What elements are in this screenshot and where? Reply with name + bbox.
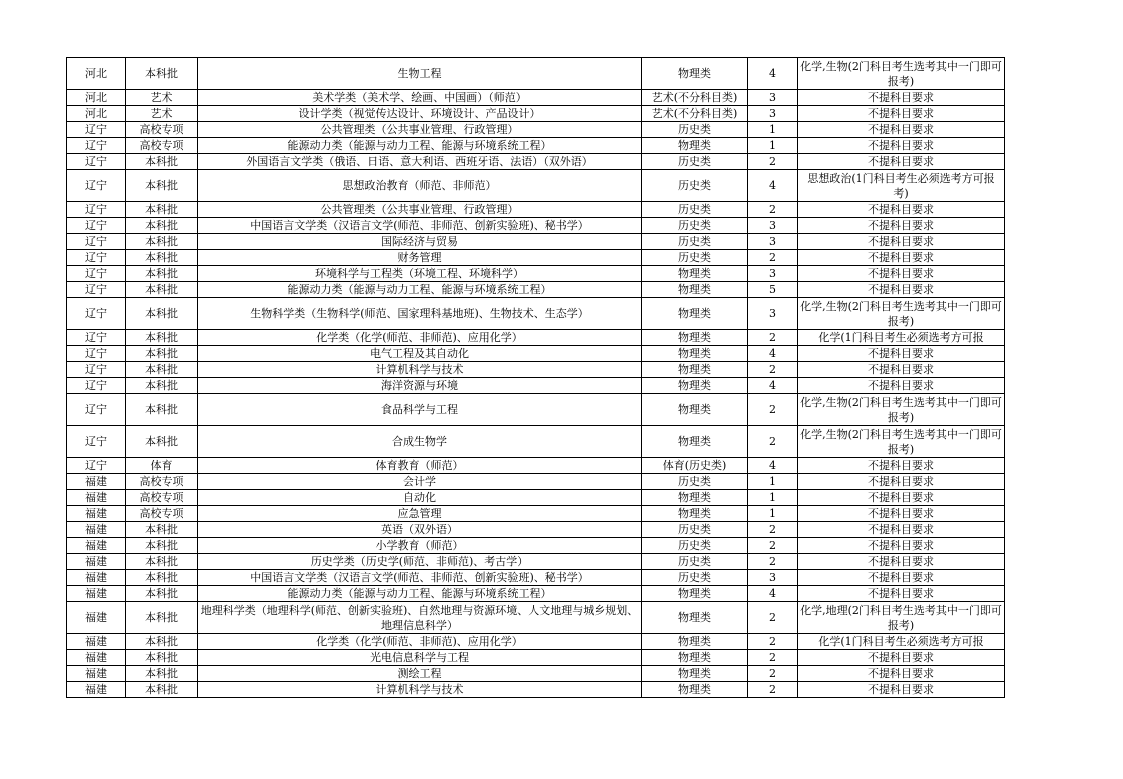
- batch-cell: 本科批: [126, 58, 198, 90]
- category-cell: 物理类: [642, 634, 748, 650]
- province-cell: 辽宁: [67, 138, 126, 154]
- province-cell: 河北: [67, 90, 126, 106]
- province-cell: 福建: [67, 554, 126, 570]
- count-cell: 3: [748, 218, 798, 234]
- table-row: [67, 650, 1005, 666]
- category-cell: 物理类: [642, 138, 748, 154]
- table-row: [67, 458, 1005, 474]
- batch-cell: 本科批: [126, 250, 198, 266]
- major-cell: 化学类（化学(师范、非师范)、应用化学）: [198, 634, 642, 650]
- subject-requirement-cell: 不提科目要求: [798, 506, 1005, 522]
- major-cell: 地理科学类（地理科学(师范、创新实验班)、自然地理与资源环境、人文地理与城乡规划、地理信息科学）: [198, 602, 642, 634]
- major-cell: 公共管理类（公共事业管理、行政管理）: [198, 122, 642, 138]
- major-cell: 光电信息科学与工程: [198, 650, 642, 666]
- table-row: [67, 202, 1005, 218]
- province-cell: 福建: [67, 538, 126, 554]
- batch-cell: 本科批: [126, 378, 198, 394]
- major-cell: 体育教育（师范）: [198, 458, 642, 474]
- batch-cell: 本科批: [126, 330, 198, 346]
- major-cell: 中国语言文学类（汉语言文学(师范、非师范、创新实验班)、秘书学）: [198, 570, 642, 586]
- subject-requirement-cell: 不提科目要求: [798, 666, 1005, 682]
- count-cell: 3: [748, 106, 798, 122]
- table-row: [67, 602, 1005, 634]
- table-row: [67, 298, 1005, 330]
- count-cell: 4: [748, 458, 798, 474]
- count-cell: 4: [748, 346, 798, 362]
- category-cell: 历史类: [642, 522, 748, 538]
- subject-requirement-cell: 不提科目要求: [798, 250, 1005, 266]
- batch-cell: 本科批: [126, 234, 198, 250]
- batch-cell: 本科批: [126, 394, 198, 426]
- province-cell: 辽宁: [67, 282, 126, 298]
- table-row: [67, 346, 1005, 362]
- category-cell: 物理类: [642, 602, 748, 634]
- category-cell: 物理类: [642, 586, 748, 602]
- batch-cell: 本科批: [126, 682, 198, 698]
- province-cell: 辽宁: [67, 250, 126, 266]
- province-cell: 辽宁: [67, 266, 126, 282]
- province-cell: 辽宁: [67, 154, 126, 170]
- category-cell: 物理类: [642, 266, 748, 282]
- batch-cell: 本科批: [126, 650, 198, 666]
- batch-cell: 体育: [126, 458, 198, 474]
- table-row: [67, 426, 1005, 458]
- major-cell: 公共管理类（公共事业管理、行政管理）: [198, 202, 642, 218]
- batch-cell: 高校专项: [126, 474, 198, 490]
- province-cell: 福建: [67, 490, 126, 506]
- table-row: [67, 570, 1005, 586]
- province-cell: 辽宁: [67, 378, 126, 394]
- subject-requirement-cell: 思想政治(1门科目考生必须选考方可报考): [798, 170, 1005, 202]
- province-cell: 福建: [67, 506, 126, 522]
- category-cell: 历史类: [642, 234, 748, 250]
- province-cell: 辽宁: [67, 122, 126, 138]
- count-cell: 2: [748, 250, 798, 266]
- batch-cell: 本科批: [126, 586, 198, 602]
- major-cell: 应急管理: [198, 506, 642, 522]
- major-cell: 能源动力类（能源与动力工程、能源与环境系统工程）: [198, 282, 642, 298]
- subject-requirement-cell: 化学(1门科目考生必须选考方可报: [798, 634, 1005, 650]
- table-row: [67, 474, 1005, 490]
- count-cell: 1: [748, 474, 798, 490]
- table-row: [67, 506, 1005, 522]
- major-cell: 外国语言文学类（俄语、日语、意大利语、西班牙语、法语）（双外语）: [198, 154, 642, 170]
- table-row: [67, 378, 1005, 394]
- category-cell: 物理类: [642, 506, 748, 522]
- subject-requirement-cell: 化学,生物(2门科目考生选考其中一门即可报考): [798, 426, 1005, 458]
- count-cell: 2: [748, 538, 798, 554]
- subject-requirement-cell: 不提科目要求: [798, 138, 1005, 154]
- category-cell: 物理类: [642, 362, 748, 378]
- category-cell: 物理类: [642, 282, 748, 298]
- table-row: [67, 522, 1005, 538]
- category-cell: 历史类: [642, 474, 748, 490]
- subject-requirement-cell: 不提科目要求: [798, 106, 1005, 122]
- count-cell: 3: [748, 570, 798, 586]
- category-cell: 物理类: [642, 394, 748, 426]
- subject-requirement-cell: 化学(1门科目考生必须选考方可报: [798, 330, 1005, 346]
- table-row: [67, 154, 1005, 170]
- province-cell: 福建: [67, 650, 126, 666]
- province-cell: 辽宁: [67, 330, 126, 346]
- subject-requirement-cell: 不提科目要求: [798, 586, 1005, 602]
- category-cell: 物理类: [642, 490, 748, 506]
- subject-requirement-cell: 不提科目要求: [798, 570, 1005, 586]
- major-cell: 国际经济与贸易: [198, 234, 642, 250]
- category-cell: 历史类: [642, 202, 748, 218]
- count-cell: 2: [748, 362, 798, 378]
- subject-requirement-cell: 不提科目要求: [798, 266, 1005, 282]
- count-cell: 3: [748, 266, 798, 282]
- province-cell: 福建: [67, 682, 126, 698]
- count-cell: 1: [748, 506, 798, 522]
- major-cell: 环境科学与工程类（环境工程、环境科学）: [198, 266, 642, 282]
- category-cell: 物理类: [642, 58, 748, 90]
- batch-cell: 艺术: [126, 106, 198, 122]
- province-cell: 辽宁: [67, 426, 126, 458]
- count-cell: 2: [748, 154, 798, 170]
- subject-requirement-cell: 不提科目要求: [798, 458, 1005, 474]
- subject-requirement-cell: 不提科目要求: [798, 522, 1005, 538]
- major-cell: 海洋资源与环境: [198, 378, 642, 394]
- category-cell: 物理类: [642, 298, 748, 330]
- count-cell: 1: [748, 490, 798, 506]
- major-cell: 化学类（化学(师范、非师范)、应用化学）: [198, 330, 642, 346]
- subject-requirement-cell: 不提科目要求: [798, 362, 1005, 378]
- category-cell: 物理类: [642, 330, 748, 346]
- subject-requirement-cell: 不提科目要求: [798, 234, 1005, 250]
- count-cell: 2: [748, 330, 798, 346]
- major-cell: 生物工程: [198, 58, 642, 90]
- table-row: [67, 266, 1005, 282]
- subject-requirement-cell: 不提科目要求: [798, 378, 1005, 394]
- count-cell: 2: [748, 682, 798, 698]
- province-cell: 福建: [67, 474, 126, 490]
- count-cell: 1: [748, 138, 798, 154]
- major-cell: 电气工程及其自动化: [198, 346, 642, 362]
- batch-cell: 本科批: [126, 170, 198, 202]
- subject-requirement-cell: 不提科目要求: [798, 474, 1005, 490]
- major-cell: 美术学类（美术学、绘画、中国画）（师范）: [198, 90, 642, 106]
- batch-cell: 本科批: [126, 602, 198, 634]
- major-cell: 能源动力类（能源与动力工程、能源与环境系统工程）: [198, 586, 642, 602]
- table-row: [67, 538, 1005, 554]
- batch-cell: 艺术: [126, 90, 198, 106]
- batch-cell: 高校专项: [126, 490, 198, 506]
- major-cell: 食品科学与工程: [198, 394, 642, 426]
- table-body: [67, 58, 1005, 698]
- major-cell: 财务管理: [198, 250, 642, 266]
- province-cell: 福建: [67, 666, 126, 682]
- category-cell: 艺术(不分科目类): [642, 106, 748, 122]
- province-cell: 福建: [67, 586, 126, 602]
- count-cell: 5: [748, 282, 798, 298]
- major-cell: 小学教育（师范）: [198, 538, 642, 554]
- batch-cell: 本科批: [126, 346, 198, 362]
- subject-requirement-cell: 不提科目要求: [798, 490, 1005, 506]
- subject-requirement-cell: 不提科目要求: [798, 346, 1005, 362]
- count-cell: 2: [748, 394, 798, 426]
- subject-requirement-cell: 不提科目要求: [798, 202, 1005, 218]
- category-cell: 历史类: [642, 122, 748, 138]
- count-cell: 2: [748, 650, 798, 666]
- batch-cell: 高校专项: [126, 122, 198, 138]
- major-cell: 设计学类（视觉传达设计、环境设计、产品设计）: [198, 106, 642, 122]
- count-cell: 2: [748, 666, 798, 682]
- admission-table: [66, 57, 1005, 698]
- batch-cell: 本科批: [126, 154, 198, 170]
- subject-requirement-cell: 不提科目要求: [798, 90, 1005, 106]
- count-cell: 3: [748, 234, 798, 250]
- table-row: [67, 234, 1005, 250]
- category-cell: 历史类: [642, 154, 748, 170]
- table-row: [67, 90, 1005, 106]
- count-cell: 2: [748, 554, 798, 570]
- category-cell: 体育(历史类): [642, 458, 748, 474]
- count-cell: 4: [748, 170, 798, 202]
- table-row: [67, 634, 1005, 650]
- subject-requirement-cell: 化学,生物(2门科目考生选考其中一门即可报考): [798, 58, 1005, 90]
- major-cell: 计算机科学与技术: [198, 682, 642, 698]
- province-cell: 河北: [67, 58, 126, 90]
- category-cell: 历史类: [642, 570, 748, 586]
- count-cell: 3: [748, 90, 798, 106]
- table-row: [67, 394, 1005, 426]
- province-cell: 辽宁: [67, 234, 126, 250]
- batch-cell: 本科批: [126, 666, 198, 682]
- category-cell: 历史类: [642, 218, 748, 234]
- batch-cell: 本科批: [126, 570, 198, 586]
- category-cell: 物理类: [642, 666, 748, 682]
- count-cell: 2: [748, 602, 798, 634]
- table-row: [67, 58, 1005, 90]
- table-row: [67, 106, 1005, 122]
- table-row: [67, 218, 1005, 234]
- table-row: [67, 138, 1005, 154]
- batch-cell: 本科批: [126, 362, 198, 378]
- province-cell: 辽宁: [67, 218, 126, 234]
- province-cell: 辽宁: [67, 458, 126, 474]
- category-cell: 历史类: [642, 170, 748, 202]
- batch-cell: 本科批: [126, 554, 198, 570]
- table-row: [67, 330, 1005, 346]
- major-cell: 历史学类（历史学(师范、非师范)、考古学）: [198, 554, 642, 570]
- major-cell: 测绘工程: [198, 666, 642, 682]
- province-cell: 福建: [67, 602, 126, 634]
- batch-cell: 本科批: [126, 202, 198, 218]
- major-cell: 计算机科学与技术: [198, 362, 642, 378]
- subject-requirement-cell: 化学,生物(2门科目考生选考其中一门即可报考): [798, 394, 1005, 426]
- province-cell: 辽宁: [67, 362, 126, 378]
- batch-cell: 本科批: [126, 538, 198, 554]
- category-cell: 物理类: [642, 346, 748, 362]
- count-cell: 2: [748, 426, 798, 458]
- subject-requirement-cell: 不提科目要求: [798, 554, 1005, 570]
- major-cell: 自动化: [198, 490, 642, 506]
- subject-requirement-cell: 不提科目要求: [798, 122, 1005, 138]
- table-row: [67, 666, 1005, 682]
- count-cell: 4: [748, 378, 798, 394]
- count-cell: 3: [748, 298, 798, 330]
- batch-cell: 本科批: [126, 266, 198, 282]
- batch-cell: 高校专项: [126, 138, 198, 154]
- table-row: [67, 362, 1005, 378]
- table-row: [67, 490, 1005, 506]
- category-cell: 物理类: [642, 682, 748, 698]
- table-row: [67, 682, 1005, 698]
- province-cell: 辽宁: [67, 298, 126, 330]
- province-cell: 辽宁: [67, 202, 126, 218]
- province-cell: 福建: [67, 570, 126, 586]
- count-cell: 2: [748, 202, 798, 218]
- province-cell: 福建: [67, 634, 126, 650]
- subject-requirement-cell: 不提科目要求: [798, 650, 1005, 666]
- count-cell: 2: [748, 634, 798, 650]
- category-cell: 物理类: [642, 378, 748, 394]
- table-row: [67, 586, 1005, 602]
- count-cell: 1: [748, 122, 798, 138]
- batch-cell: 本科批: [126, 218, 198, 234]
- subject-requirement-cell: 不提科目要求: [798, 218, 1005, 234]
- batch-cell: 本科批: [126, 426, 198, 458]
- category-cell: 历史类: [642, 554, 748, 570]
- major-cell: 思想政治教育（师范、非师范）: [198, 170, 642, 202]
- subject-requirement-cell: 不提科目要求: [798, 682, 1005, 698]
- batch-cell: 本科批: [126, 522, 198, 538]
- batch-cell: 本科批: [126, 282, 198, 298]
- subject-requirement-cell: 化学,地理(2门科目考生选考其中一门即可报考): [798, 602, 1005, 634]
- major-cell: 生物科学类（生物科学(师范、国家理科基地班)、生物技术、生态学）: [198, 298, 642, 330]
- province-cell: 辽宁: [67, 394, 126, 426]
- category-cell: 历史类: [642, 250, 748, 266]
- subject-requirement-cell: 化学,生物(2门科目考生选考其中一门即可报考): [798, 298, 1005, 330]
- province-cell: 辽宁: [67, 346, 126, 362]
- category-cell: 物理类: [642, 650, 748, 666]
- category-cell: 物理类: [642, 426, 748, 458]
- subject-requirement-cell: 不提科目要求: [798, 154, 1005, 170]
- major-cell: 英语（双外语）: [198, 522, 642, 538]
- major-cell: 中国语言文学类（汉语言文学(师范、非师范、创新实验班)、秘书学）: [198, 218, 642, 234]
- batch-cell: 本科批: [126, 634, 198, 650]
- table-row: [67, 250, 1005, 266]
- category-cell: 艺术(不分科目类): [642, 90, 748, 106]
- count-cell: 4: [748, 58, 798, 90]
- category-cell: 历史类: [642, 538, 748, 554]
- batch-cell: 本科批: [126, 298, 198, 330]
- province-cell: 福建: [67, 522, 126, 538]
- table-row: [67, 122, 1005, 138]
- major-cell: 会计学: [198, 474, 642, 490]
- batch-cell: 高校专项: [126, 506, 198, 522]
- major-cell: 合成生物学: [198, 426, 642, 458]
- province-cell: 河北: [67, 106, 126, 122]
- table-row: [67, 170, 1005, 202]
- table-row: [67, 554, 1005, 570]
- major-cell: 能源动力类（能源与动力工程、能源与环境系统工程）: [198, 138, 642, 154]
- count-cell: 2: [748, 522, 798, 538]
- table-row: [67, 282, 1005, 298]
- subject-requirement-cell: 不提科目要求: [798, 282, 1005, 298]
- province-cell: 辽宁: [67, 170, 126, 202]
- subject-requirement-cell: 不提科目要求: [798, 538, 1005, 554]
- count-cell: 4: [748, 586, 798, 602]
